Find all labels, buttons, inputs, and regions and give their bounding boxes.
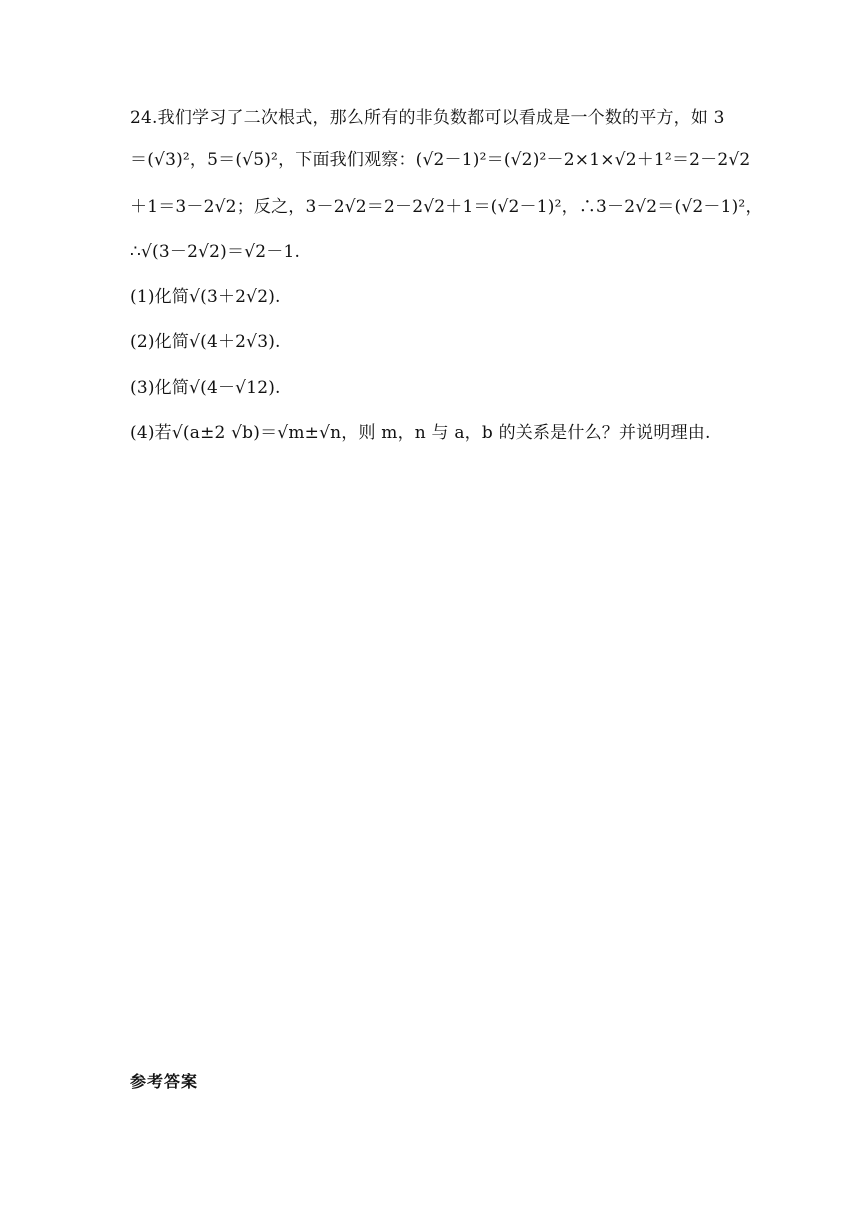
answers-heading: 参考答案 — [130, 1072, 199, 1091]
problem-intro-line-2: ＝(√3)²，5＝(√5)²，下面我们观察：(√2－1)²＝(√2)²－2×1×√2＋1²＝2－2√2 — [130, 150, 751, 170]
problem-text: 我们学习了二次根式，那么所有的非负数都可以看成是一个数的平方，如 3 — [157, 108, 725, 128]
problem-number: 24. — [130, 108, 158, 128]
sub-question-2: (2)化简√(4＋2√3). — [130, 332, 281, 352]
sub-question-4: (4)若√(a±2 √b)＝√m±√n，则 m，n 与 a，b 的关系是什么？并说明理由. — [130, 423, 711, 443]
problem-intro-line-1 — [130, 106, 725, 130]
problem-intro-line-3: ＋1＝3－2√2；反之，3－2√2＝2－2√2＋1＝(√2－1)²，∴3－2√2＝(√2－1)²， — [130, 197, 763, 217]
sub-question-3: (3)化简√(4－√12). — [130, 378, 281, 398]
problem-intro-line-4: ∴√(3－2√2)＝√2－1. — [130, 242, 301, 262]
sub-question-1: (1)化简√(3＋2√2). — [130, 287, 281, 307]
